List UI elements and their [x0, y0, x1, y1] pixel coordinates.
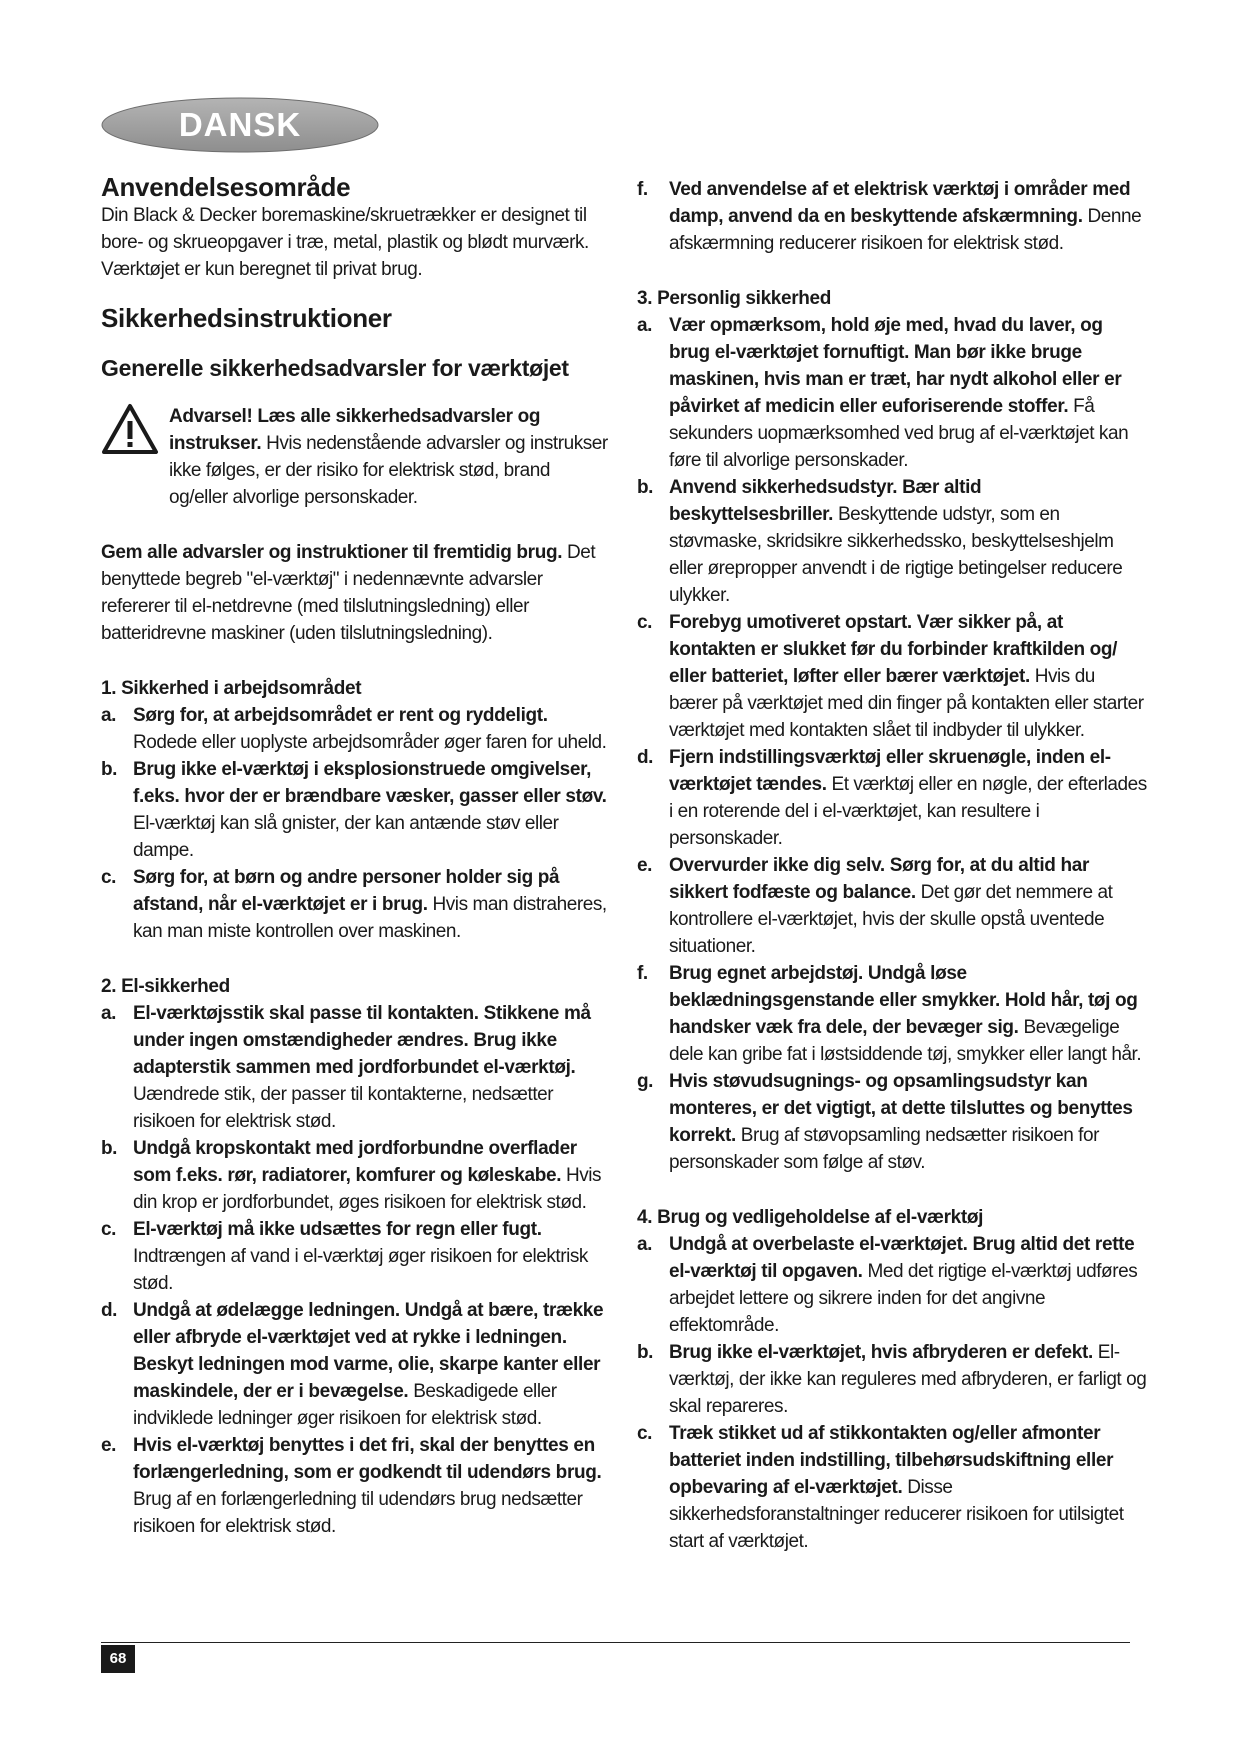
warning-triangle-icon	[101, 403, 159, 455]
section-3-title: 3. Personlig sikkerhed	[637, 288, 831, 309]
list-item: e. Hvis el-værktøj benyttes i det fri, skal der benyttes en forlængerledning, som er godkendt til udendørs brug. Brug af en forlængerledning til udendørs brug nedsætter risikoen for elektrisk stød.	[101, 1435, 602, 1537]
list-item: a. Undgå at overbelaste el-værktøjet. Brug altid det rette el-værktøj til opgaven. Med det rigtige el-værktøj udføres arbejdet lettere og sikrere inden for det angivne effektområde.	[637, 1234, 1138, 1336]
left-column	[101, 172, 611, 1540]
section-1-title: 1. Sikkerhed i arbejdsområdet	[101, 678, 362, 699]
list-item: b. Anvend sikkerhedsudstyr. Bær altid beskyttelsesbriller. Beskyttende udstyr, som en støvmaske, skridsikre sikkerhedssko, beskyttelseshjelm eller ørepropper anvendt i de rigtige betingelser reducere ulykker.	[637, 477, 1123, 606]
save-body: Det benyttede begreb "el-værktøj" i nedennævnte advarsler refererer til el-netdrevne (med tilslutningsledning) eller batteridrevne maskiner (uden tilslutningsledning).	[101, 542, 596, 644]
list-item: a. El-værktøjsstik skal passe til kontakten. Stikkene må under ingen omstændigheder ændres. Brug ikke adapterstik sammen med jordforbundet el-værktøj. Uændrede stik, der passer til kontakterne, nedsætter risikoen for elektrisk stød.	[101, 1003, 591, 1132]
warning-block	[101, 403, 611, 511]
language-tab	[100, 96, 380, 154]
list-item: b. Undgå kropskontakt med jordforbundne overflader som f.eks. rør, radiatorer, komfurer og køleskabe. Hvis din krop er jordforbundet, øges risikoen for elektrisk stød.	[101, 1138, 602, 1213]
list-item: d. Undgå at ødelægge ledningen. Undgå at bære, trække eller afbryde el-værktøjet ved at rykke i ledningen. Beskyt ledningen mod varme, olie, skarpe kanter eller maskindele, der er i bevægelse. Beskadigede eller indviklede ledninger øger risikoen for elektrisk stød.	[101, 1300, 604, 1429]
section-1-list	[101, 702, 611, 945]
save-instructions	[101, 539, 611, 647]
intended-use-text: Din Black & Decker boremaskine/skruetrækker er designet til bore- og skrueopgaver i træ, metal, plastik og blødt murværk. Værktøjet er kun beregnet til privat brug.	[101, 205, 589, 280]
list-item: b. Brug ikke el-værktøjet, hvis afbryderen er defekt. El-værktøj, der ikke kan reguleres med afbryderen, er farligt og skal repareres.	[637, 1342, 1147, 1417]
section-3-list	[637, 312, 1147, 1176]
list-item: g. Hvis støvudsugnings- og opsamlingsudstyr kan monteres, er det vigtigt, at dette tilsluttes og benyttes korrekt. Brug af støvopsamling nedsætter risikoen for personskader som følge af støv.	[637, 1071, 1133, 1173]
footer-divider	[101, 1642, 1130, 1643]
list-item: c. El-værktøj må ikke udsættes for regn eller fugt. Indtrængen af vand i el-værktøj øger risikoen for elektrisk stød.	[101, 1219, 588, 1294]
heading-general-safety: Generelle sikkerhedsadvarsler for værktøjet	[101, 355, 569, 381]
list-item: e. Overvurder ikke dig selv. Sørg for, at du altid har sikkert fodfæste og balance. Det gør det nemmere at kontrollere el-værktøjet, hvis der skulle opstå uventede situationer.	[637, 855, 1113, 957]
list-item: c. Træk stikket ud af stikkontakten og/eller afmonter batteriet inden indstilling, tilbehørsudskiftning eller opbevaring af el-værktøjet. Disse sikkerhedsforanstaltninger reducerer risikoen for utilsigtet start af værktøjet.	[637, 1423, 1124, 1552]
warning-text	[169, 403, 611, 511]
list-item: a. Sørg for, at arbejdsområdet er rent og ryddeligt. Rodede eller uoplyste arbejdsområder øger faren for uheld.	[101, 705, 607, 753]
list-item: f. Ved anvendelse af et elektrisk værktøj i områder med damp, anvend da en beskyttende afskærmning. Denne afskærmning reducerer risikoen for elektrisk stød.	[637, 179, 1142, 254]
warning-bold: Advarsel! Læs alle sikkerhedsadvarsler og instrukser.	[169, 406, 541, 454]
list-item: c. Sørg for, at børn og andre personer holder sig på afstand, når el-værktøjet er i brug. Hvis man distraheres, kan man miste kontrollen over maskinen.	[101, 867, 607, 942]
right-column	[637, 176, 1147, 1555]
list-item: b. Brug ikke el-værktøj i eksplosionstruede omgivelser, f.eks. hvor der er brændbare væsker, gasser eller støv. El-værktøj kan slå gnister, der kan antænde støv eller dampe.	[101, 759, 607, 861]
section-2-list	[101, 1000, 611, 1540]
heading-safety: Sikkerhedsinstruktioner	[101, 303, 392, 333]
list-item: d. Fjern indstillingsværktøj eller skruenøgle, inden el-værktøjet tændes. Et værktøj eller en nøgle, der efterlades i en roterende del i el-værktøjet, kan resultere i personskader.	[637, 747, 1147, 849]
list-item: f. Brug egnet arbejdstøj. Undgå løse beklædningsgenstande eller smykker. Hold hår, tøj og handsker væk fra dele, der bevæger sig. Bevægelige dele kan gribe fat i løstsiddende tøj, smykker eller langt hår.	[637, 963, 1142, 1065]
section-4-list	[637, 1231, 1147, 1555]
section-4-title: 4. Brug og vedligeholdelse af el-værktøj	[637, 1207, 984, 1228]
page-number: 68	[101, 1645, 135, 1673]
section-2-title: 2. El-sikkerhed	[101, 976, 230, 997]
list-item: c. Forebyg umotiveret opstart. Vær sikker på, at kontakten er slukket før du forbinder kraftkilden og/ eller batteriet, løfter eller bærer værktøjet. Hvis du bærer på værktøjet med din finger på kontakten eller starter værktøjet med kontakten slået til indbyder til ulykker.	[637, 612, 1144, 741]
language-label: DANSK	[178, 106, 302, 143]
warning-body: Hvis nedenstående advarsler og instrukser ikke følges, er der risiko for elektrisk stød, brand og/eller alvorlige personskader.	[169, 433, 608, 508]
list-item: a. Vær opmærksom, hold øje med, hvad du laver, og brug el-værktøjet fornuftigt. Man bør ikke bruge maskinen, hvis man er træt, har nydt alkohol eller er påvirket af medicin eller euforiserende stoffer. Få sekunders uopmærksomhed ved brug af el-værktøjet kan føre til alvorlige personskader.	[637, 315, 1129, 471]
save-bold: Gem alle advarsler og instruktioner til fremtidig brug.	[101, 542, 563, 563]
heading-intended-use: Anvendelsesområde	[101, 172, 351, 202]
